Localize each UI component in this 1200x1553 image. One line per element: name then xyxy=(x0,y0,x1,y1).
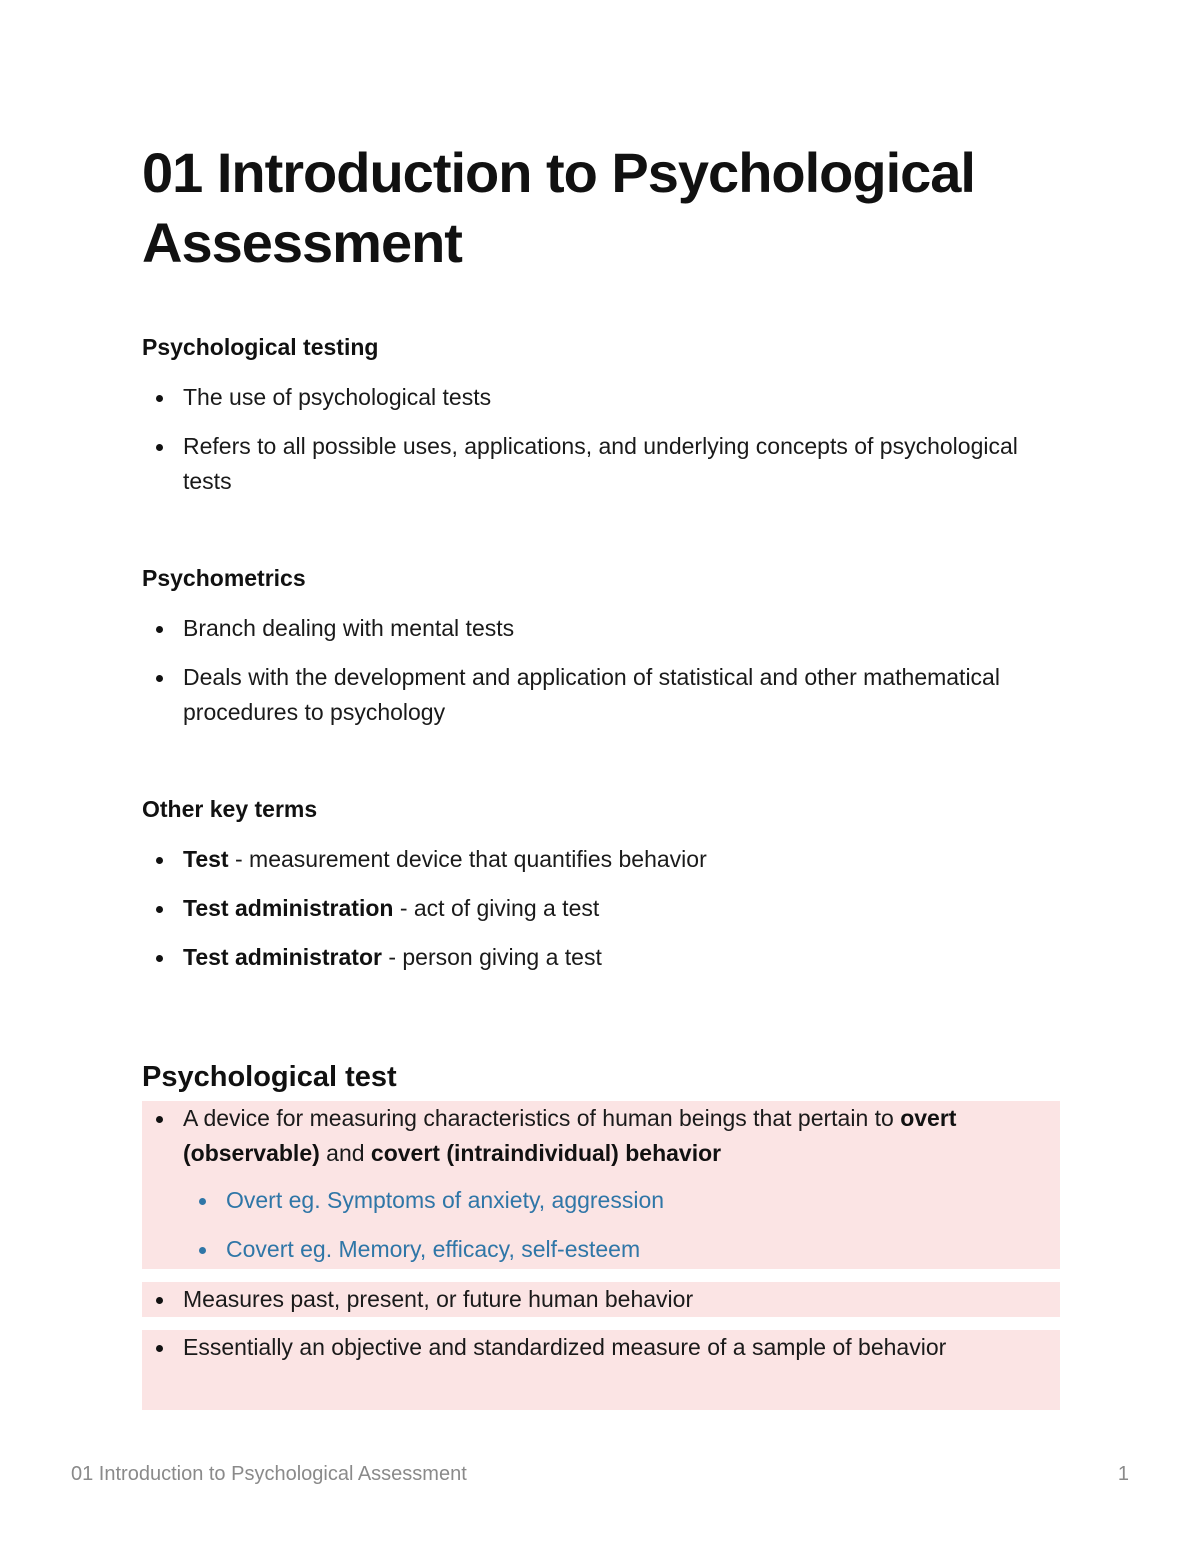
list-item: Deals with the development and application of statistical and other mathematical procedures to psychology xyxy=(142,660,1060,730)
list-item: The use of psychological tests xyxy=(142,380,1060,415)
key-term: Test xyxy=(183,846,229,872)
page-number: 1 xyxy=(1117,1463,1129,1485)
key-term: Test administrator xyxy=(183,944,382,970)
document-page xyxy=(142,138,1060,1410)
key-term-definition: - act of giving a test xyxy=(393,895,600,921)
key-term: Test administration xyxy=(183,895,394,921)
list-item: Measures past, present, or future human behavior xyxy=(142,1282,1060,1317)
key-term-definition: - person giving a test xyxy=(381,944,602,970)
key-term-definition: - measurement device that quantifies behavior xyxy=(228,846,707,872)
example-item: Overt eg. Symptoms of anxiety, aggression xyxy=(142,1183,1060,1218)
list-item: Branch dealing with mental tests xyxy=(142,611,1060,646)
footer-title: 01 Introduction to Psychological Assessment xyxy=(71,1463,467,1485)
key-term-item xyxy=(142,842,1060,877)
list-item: A device for measuring characteristics of human beings that pertain to overt (observable) and covert (intraindividual) behavior xyxy=(142,1101,1060,1171)
section-heading-psychological-testing: Psychological testing xyxy=(142,334,379,360)
list-item: Refers to all possible uses, applications, and underlying concepts of psychological tests xyxy=(142,429,1060,499)
examples-list xyxy=(142,1183,1060,1267)
highlight-block xyxy=(142,1330,1060,1410)
section-heading-key-terms: Other key terms xyxy=(142,796,318,822)
psych-test-list xyxy=(142,1101,1060,1171)
list-item: Essentially an objective and standardized measure of a sample of behavior xyxy=(142,1330,1060,1365)
example-item: Covert eg. Memory, efficacy, self-esteem xyxy=(142,1232,1060,1267)
section-heading-psychological-test: Psychological test xyxy=(142,1061,397,1093)
key-term-item xyxy=(142,891,1060,926)
highlight-block xyxy=(142,1101,1060,1269)
highlight-block xyxy=(142,1282,1060,1317)
page-title: 01 Introduction to Psychological Assessment xyxy=(142,141,975,274)
key-term-item xyxy=(142,940,1060,975)
psychological-testing-list xyxy=(142,380,1060,499)
page-footer xyxy=(71,1463,1129,1486)
key-terms-list xyxy=(142,842,1060,975)
psychometrics-list xyxy=(142,611,1060,730)
section-heading-psychometrics: Psychometrics xyxy=(142,565,306,591)
